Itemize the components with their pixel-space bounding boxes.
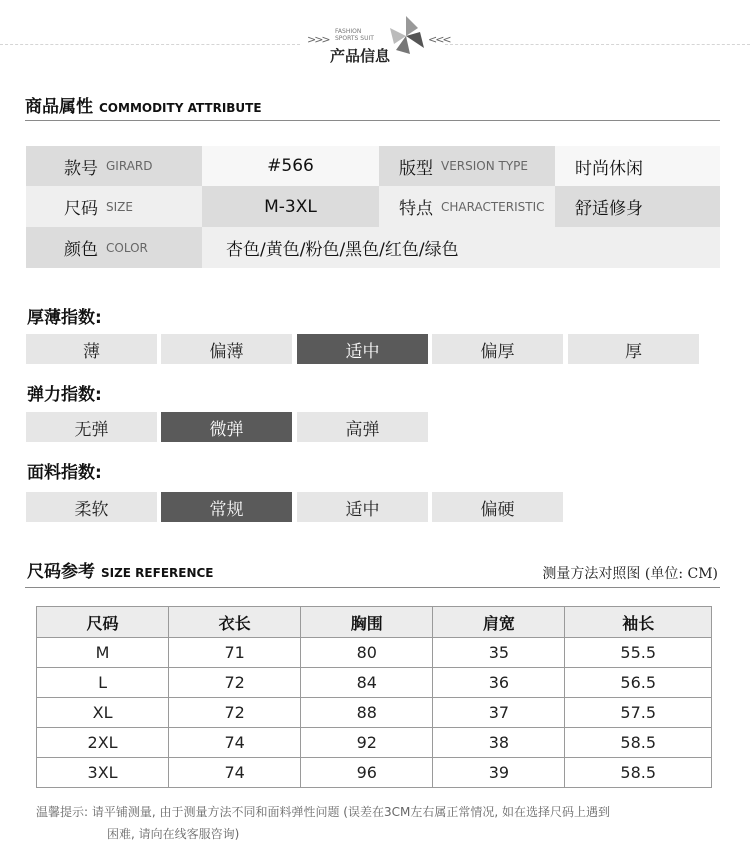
chevrons-left-icon: >>>	[307, 33, 329, 46]
cell-shoulder: 39	[433, 758, 565, 788]
cell-chest: 96	[301, 758, 433, 788]
cell-chest: 92	[301, 728, 433, 758]
cell-sleeve: 55.5	[565, 638, 712, 668]
cell-sleeve: 58.5	[565, 728, 712, 758]
size-reference-title: 尺码参考 SIZE REFERENCE	[27, 562, 214, 582]
thickness-index-label: 厚薄指数:	[27, 308, 102, 328]
elasticity-option: 无弹	[26, 412, 157, 442]
attr-label-color: 颜色 COLOR	[26, 227, 202, 268]
size-table-header	[37, 607, 712, 638]
attributes-rule	[25, 120, 720, 121]
attr-label-version-type: 版型 VERSION TYPE	[379, 146, 555, 186]
elasticity-option-selected: 微弹	[161, 412, 292, 442]
footer-note-line2: 困难, 请向在线客服咨询)	[107, 827, 240, 841]
attr-value-style-number: #566	[202, 146, 379, 186]
cell-length: 74	[169, 758, 301, 788]
attr-value-version-type: 时尚休闲	[555, 146, 720, 186]
cell-shoulder: 35	[433, 638, 565, 668]
measurement-method-note: 测量方法对照图 (单位: CM)	[542, 566, 718, 582]
attr-value-color: 杏色/黄色/粉色/黑色/红色/绿色	[202, 227, 720, 268]
table-row	[37, 728, 712, 758]
thickness-option: 偏厚	[432, 334, 563, 364]
elasticity-index-label: 弹力指数:	[27, 385, 102, 405]
col-header-length: 衣长	[169, 607, 301, 638]
col-header-sleeve: 袖长	[565, 607, 712, 638]
cell-sleeve: 58.5	[565, 758, 712, 788]
header-small-text: FASHION SPORTS SUIT	[335, 28, 374, 42]
chevrons-right-icon: <<<	[428, 33, 450, 46]
thickness-option: 厚	[568, 334, 699, 364]
fabric-option: 偏硬	[432, 492, 563, 522]
thickness-option: 薄	[26, 334, 157, 364]
attr-value-characteristic: 舒适修身	[555, 186, 720, 227]
cell-size: XL	[37, 698, 169, 728]
footer-note-line1: 温馨提示: 请平铺测量, 由于测量方法不同和面料弹性问题 (误差在3CM左右属正常情况, 如在选择尺码上遇到	[36, 805, 610, 819]
table-row	[37, 758, 712, 788]
attr-label-characteristic: 特点 CHARACTERISTIC	[379, 186, 555, 227]
cell-length: 72	[169, 668, 301, 698]
attr-label-size: 尺码 SIZE	[26, 186, 202, 227]
cell-length: 71	[169, 638, 301, 668]
cell-chest: 80	[301, 638, 433, 668]
cell-chest: 88	[301, 698, 433, 728]
col-header-shoulder: 肩宽	[433, 607, 565, 638]
elasticity-option: 高弹	[297, 412, 428, 442]
attr-label-style-number: 款号 GIRARD	[26, 146, 202, 186]
attr-value-size: M-3XL	[202, 186, 379, 227]
fabric-option-selected: 常规	[161, 492, 292, 522]
size-table	[36, 606, 712, 788]
thickness-option-selected: 适中	[297, 334, 428, 364]
fabric-option: 柔软	[26, 492, 157, 522]
header-divider-right	[445, 44, 750, 45]
cell-size: 2XL	[37, 728, 169, 758]
cell-length: 74	[169, 728, 301, 758]
col-header-chest: 胸围	[301, 607, 433, 638]
size-reference-rule	[25, 587, 720, 588]
fabric-option: 适中	[297, 492, 428, 522]
fabric-index-label: 面料指数:	[27, 463, 102, 483]
cell-length: 72	[169, 698, 301, 728]
header-divider-left	[0, 44, 300, 45]
thickness-option: 偏薄	[161, 334, 292, 364]
table-row	[37, 668, 712, 698]
cell-sleeve: 57.5	[565, 698, 712, 728]
attributes-section-title: 商品属性 COMMODITY ATTRIBUTE	[25, 97, 262, 117]
cell-size: M	[37, 638, 169, 668]
cell-chest: 84	[301, 668, 433, 698]
cell-size: L	[37, 668, 169, 698]
cell-size: 3XL	[37, 758, 169, 788]
table-row	[37, 698, 712, 728]
cell-shoulder: 36	[433, 668, 565, 698]
col-header-size: 尺码	[37, 607, 169, 638]
cell-shoulder: 38	[433, 728, 565, 758]
header-title: 产品信息	[330, 47, 391, 65]
table-row	[37, 638, 712, 668]
cell-sleeve: 56.5	[565, 668, 712, 698]
brand-logo-icon	[384, 14, 428, 58]
cell-shoulder: 37	[433, 698, 565, 728]
